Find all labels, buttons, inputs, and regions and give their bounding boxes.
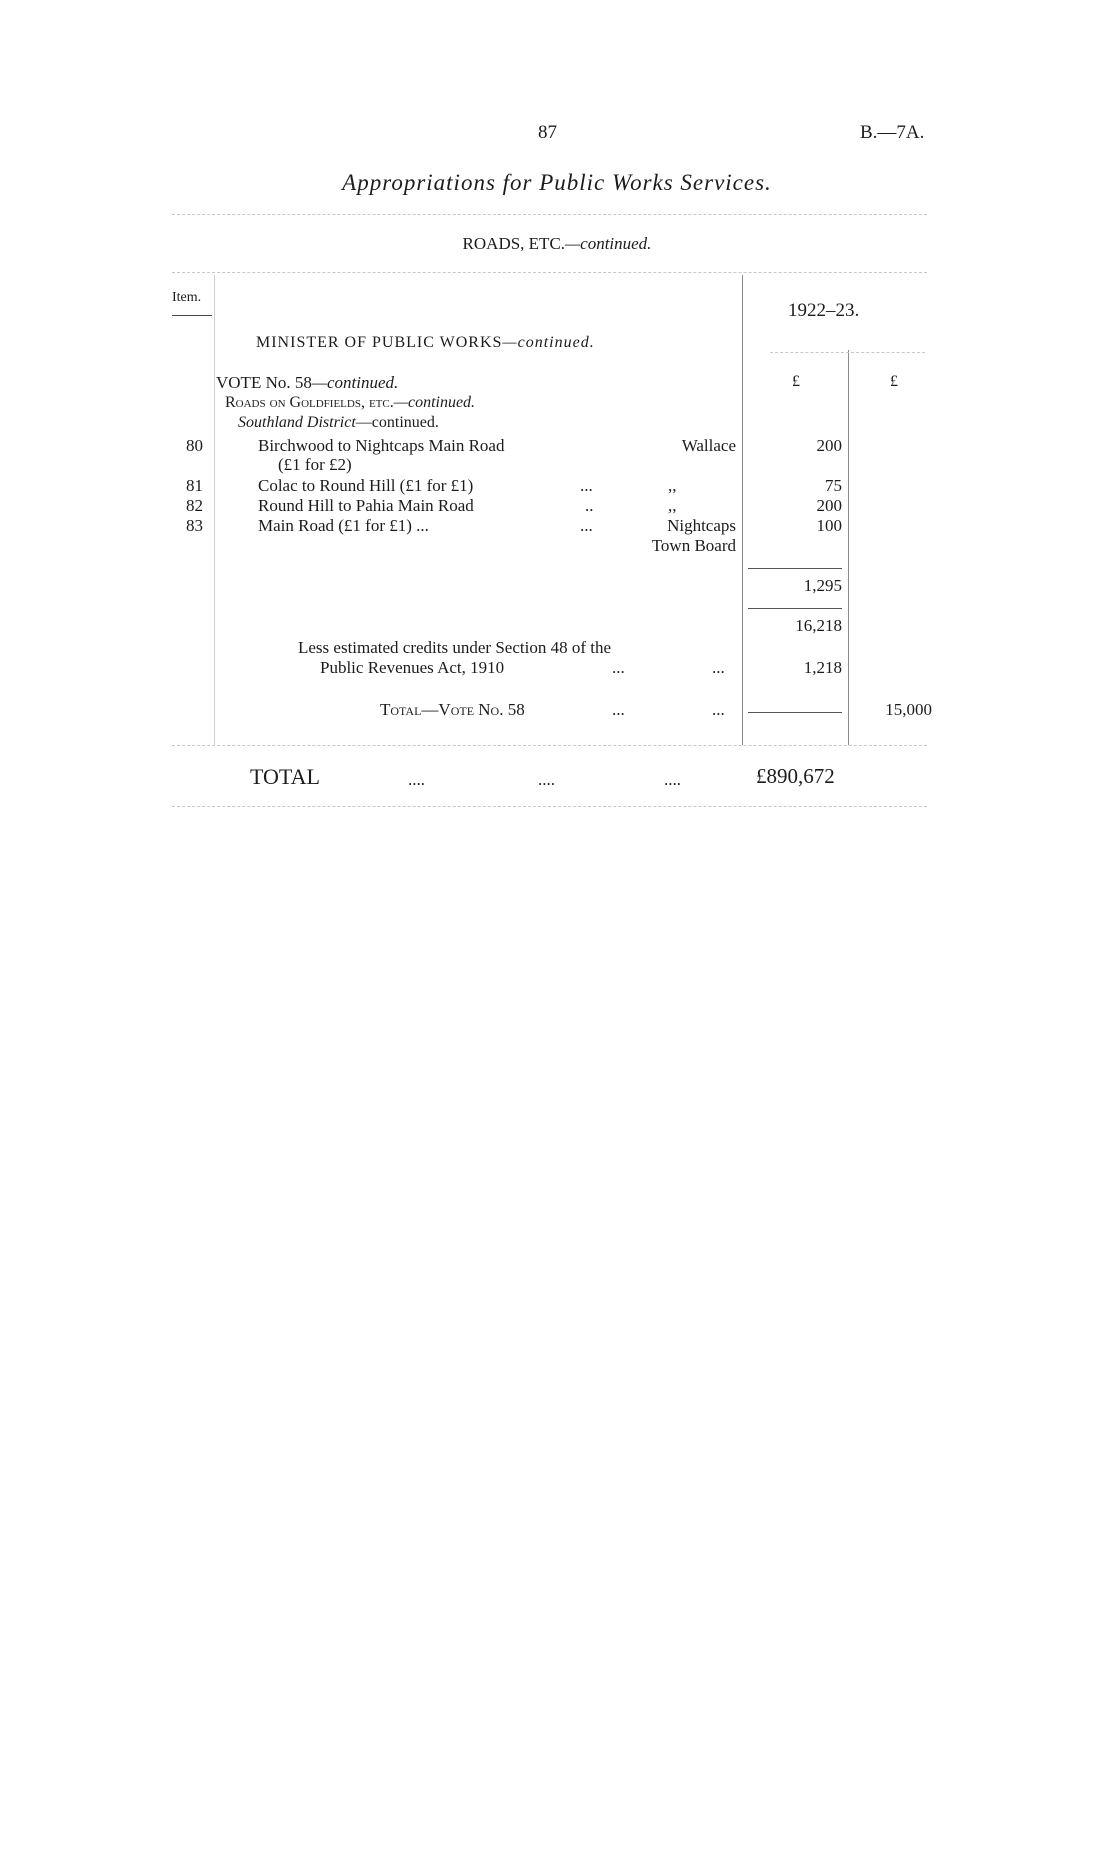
page-number: 87	[538, 122, 557, 143]
total-column-separator	[848, 350, 849, 745]
subtotal-amount: 1,295	[803, 576, 842, 595]
ministry-name: MINISTER OF PUBLIC WORKS	[256, 334, 503, 351]
item-description-continued: (£1 for £2)	[278, 455, 352, 474]
item-column-header: Item.	[172, 290, 202, 305]
item-description: Colac to Round Hill (£1 for £1)	[258, 476, 474, 495]
leader-dots: ....	[538, 770, 555, 789]
item-number: 80	[186, 436, 203, 455]
leader-dots: ..	[585, 496, 594, 515]
district-suffix: —continued.	[355, 414, 439, 431]
less-credits-line-1: Less estimated credits under Section 48 of the	[298, 638, 611, 657]
vote-label: VOTE No. 58	[216, 373, 312, 392]
leader-dots: ...	[580, 476, 593, 495]
leader-dots: ....	[408, 770, 425, 789]
ministry-suffix: —continued.	[502, 334, 595, 351]
rule-top	[172, 214, 927, 215]
rule-table-top	[172, 272, 927, 273]
item-number: 81	[186, 476, 203, 495]
vote-total-amount: 15,000	[885, 700, 932, 719]
leader-dots: ...	[712, 658, 725, 677]
item-amount: 75	[825, 476, 842, 495]
grand-total-label: TOTAL	[250, 764, 320, 789]
subheading-suffix: —continued.	[393, 394, 476, 411]
item-amount: 100	[816, 516, 842, 535]
item-number: 82	[186, 496, 203, 515]
item-description: Main Road (£1 for £1) ...	[258, 516, 429, 535]
page-title: Appropriations for Public Works Services.	[342, 170, 772, 195]
currency-label-right: £	[890, 373, 898, 390]
item-description: Round Hill to Pahia Main Road	[258, 496, 474, 515]
ditto-mark: ,,	[668, 496, 677, 515]
leader-dots: ...	[580, 516, 593, 535]
item-number: 83	[186, 516, 203, 535]
vote-total-rule	[748, 712, 842, 713]
gross-amount: 16,218	[795, 616, 842, 635]
item-amount: 200	[816, 496, 842, 515]
vote-suffix: —continued.	[311, 373, 399, 392]
less-credits-line-2: Public Revenues Act, 1910	[320, 658, 505, 677]
ministry-heading	[256, 334, 595, 352]
year-column-header: 1922–23.	[788, 300, 860, 321]
section-heading-main: ROADS, ETC.	[462, 234, 566, 253]
leader-dots: ....	[664, 770, 681, 789]
vote-total-label: Total—Vote No. 58	[380, 700, 525, 719]
less-credits-amount: 1,218	[803, 658, 842, 677]
item-column-separator	[214, 275, 215, 745]
grand-total-amount: £890,672	[756, 764, 835, 788]
ditto-mark: ,,	[668, 476, 677, 495]
section-heading	[0, 234, 1114, 254]
subtotal-rule	[748, 568, 842, 569]
district-heading	[238, 414, 439, 432]
subheading	[225, 394, 475, 412]
item-header-underline	[172, 315, 212, 316]
leader-dots: ...	[712, 700, 725, 719]
item-location: Nightcaps	[667, 516, 736, 535]
document-reference: B.—7A.	[860, 122, 925, 143]
leader-dots: ...	[612, 658, 625, 677]
currency-label-left: £	[792, 373, 800, 390]
item-location: Wallace	[681, 436, 736, 455]
gross-rule	[748, 608, 842, 609]
year-underline	[770, 352, 925, 353]
leader-dots: ...	[612, 700, 625, 719]
amount-column-separator	[742, 275, 743, 745]
section-heading-suffix: —continued.	[565, 234, 652, 253]
district-name: Southland District	[238, 414, 356, 431]
item-location-continued: Town Board	[651, 536, 736, 555]
item-description: Birchwood to Nightcaps Main Road	[258, 436, 505, 455]
rule-table-bottom	[172, 745, 927, 746]
item-amount: 200	[816, 436, 842, 455]
rule-bottom	[172, 806, 927, 807]
subheading-main: Roads on Goldfields, etc.	[225, 394, 394, 411]
vote-heading	[216, 373, 398, 393]
